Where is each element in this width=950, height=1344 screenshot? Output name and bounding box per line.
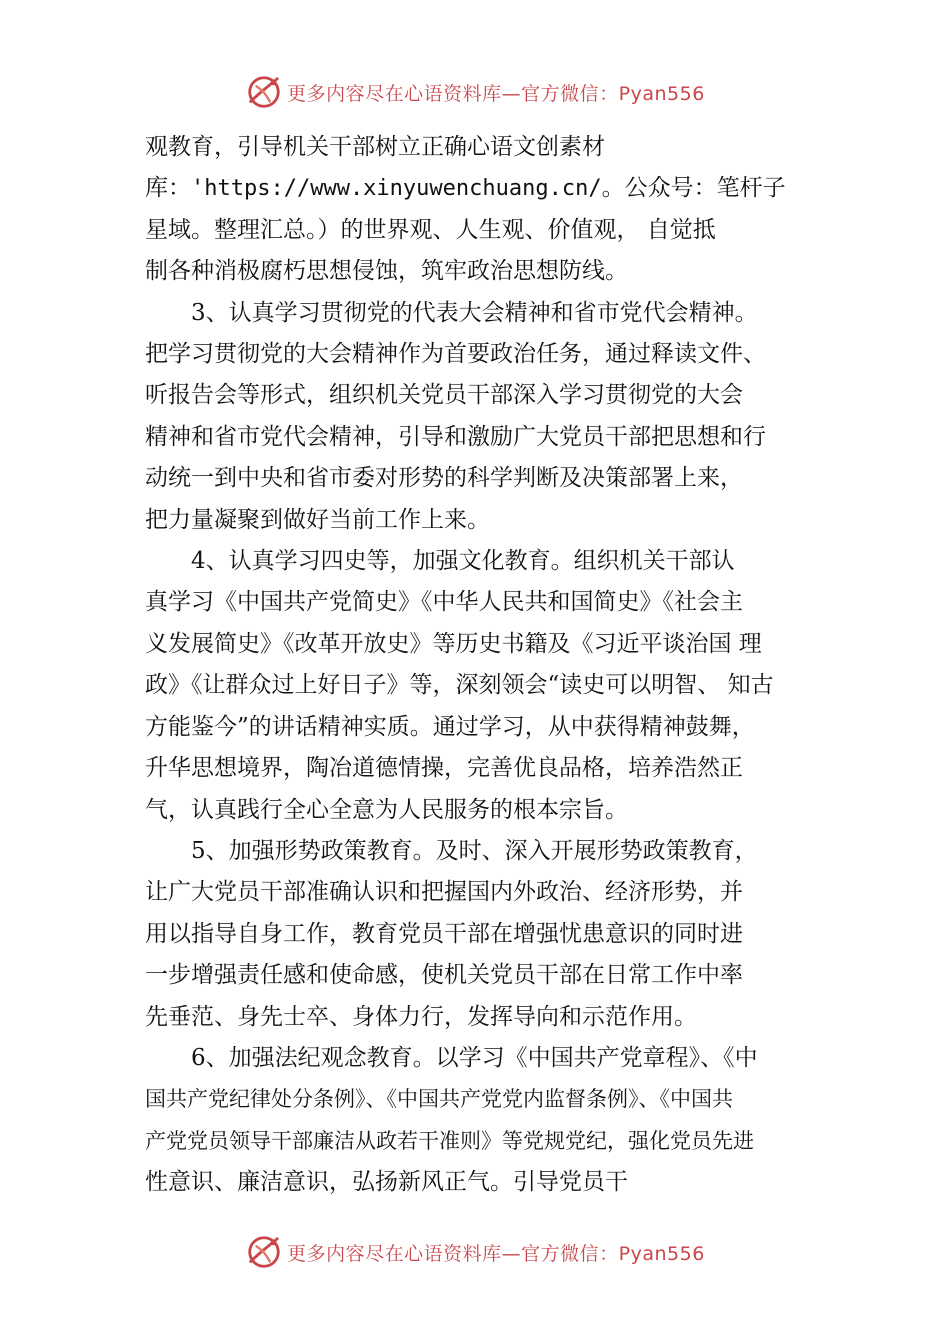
text-line: 制各种消极腐朽思想侵蚀，筑牢政治思想防线。 <box>145 258 628 285</box>
text-line <box>145 175 786 201</box>
paragraph-3 <box>145 541 845 831</box>
text-line: 4、认真学习四史等，加强文化教育。组织机关干部认 <box>191 548 735 575</box>
text-line: 星域。整理汇总。）的世界观、人生观、价值观， 自觉抵 <box>145 216 716 243</box>
text-line: 把力量凝聚到做好当前工作上来。 <box>145 506 490 533</box>
text-line: 动统一到中央和省市委对形势的科学判断及决策部署上来， <box>145 465 743 492</box>
text-line: 6、加强法纪观念教育。以学习《中国共产党章程》、《中 <box>191 1044 758 1071</box>
paragraph-5 <box>145 1038 845 1204</box>
text-fragment: 库： <box>145 175 191 202</box>
text-line: 升华思想境界，陶冶道德情操，完善优良品格，培养浩然正 <box>145 755 743 782</box>
text-line: 让广大党员干部准确认识和把握国内外政治、经济形势，并 <box>145 879 743 906</box>
text-line: 一步增强责任感和使命感，使机关党员干部在日常工作中率 <box>145 962 743 989</box>
header-banner-text: 更多内容尽在心语资料库—官方微信：Pyan556 <box>287 82 705 105</box>
text-line: 方能鉴今”的讲话精神实质。通过学习，从中获得精神鼓舞， <box>145 713 755 740</box>
text-line: 国共产党纪律处分条例》、《中国共产党党内监督条例》、《中国共 <box>145 1087 733 1112</box>
text-line: 精神和省市党代会精神，引导和激励广大党员干部把思想和行 <box>145 423 766 450</box>
text-line: 政》《让群众过上好日子》等，深刻领会“读史可以明智、 知古 <box>145 672 774 699</box>
brush-logo-icon <box>245 73 283 111</box>
text-line: 3、认真学习贯彻党的代表大会精神和省市党代会精神。 <box>191 299 758 326</box>
paragraph-2 <box>145 293 845 541</box>
text-line: 气，认真践行全心全意为人民服务的根本宗旨。 <box>145 796 628 823</box>
footer-banner-text: 更多内容尽在心语资料库—官方微信：Pyan556 <box>287 1242 705 1265</box>
text-fragment: 。公众号：笔杆子 <box>601 175 786 202</box>
footer-banner <box>0 1232 950 1272</box>
text-line: 性意识、廉洁意识，弘扬新风正气。引导党员干 <box>145 1169 628 1196</box>
document-body <box>145 127 845 1204</box>
text-line: 用以指导自身工作，教育党员干部在增强忧患意识的同时进 <box>145 920 743 947</box>
text-line: 先垂范、身先士卒、身体力行，发挥导向和示范作用。 <box>145 1003 697 1030</box>
text-line: 真学习《中国共产党简史》《中华人民共和国简史》《社会主 <box>145 589 743 616</box>
text-line: 5、加强形势政策教育。及时、深入开展形势政策教育， <box>191 837 758 864</box>
url-text: 'https://www.xinyuwenchuang.cn/ <box>191 176 602 202</box>
header-banner <box>0 72 950 112</box>
brush-logo-icon <box>245 1233 283 1271</box>
text-line: 义发展简史》《改革开放史》等历史书籍及《习近平谈治国 理 <box>145 630 762 657</box>
text-line: 产党党员领导干部廉洁从政若干准则》等党规党纪，强化党员先进 <box>145 1128 754 1153</box>
text-line: 观教育，引导机关干部树立正确心语文创素材 <box>145 134 605 160</box>
text-line: 把学习贯彻党的大会精神作为首要政治任务，通过释读文件、 <box>145 341 766 368</box>
paragraph-1 <box>145 127 845 293</box>
paragraph-4 <box>145 831 845 1038</box>
text-line: 听报告会等形式，组织机关党员干部深入学习贯彻党的大会 <box>145 382 743 409</box>
